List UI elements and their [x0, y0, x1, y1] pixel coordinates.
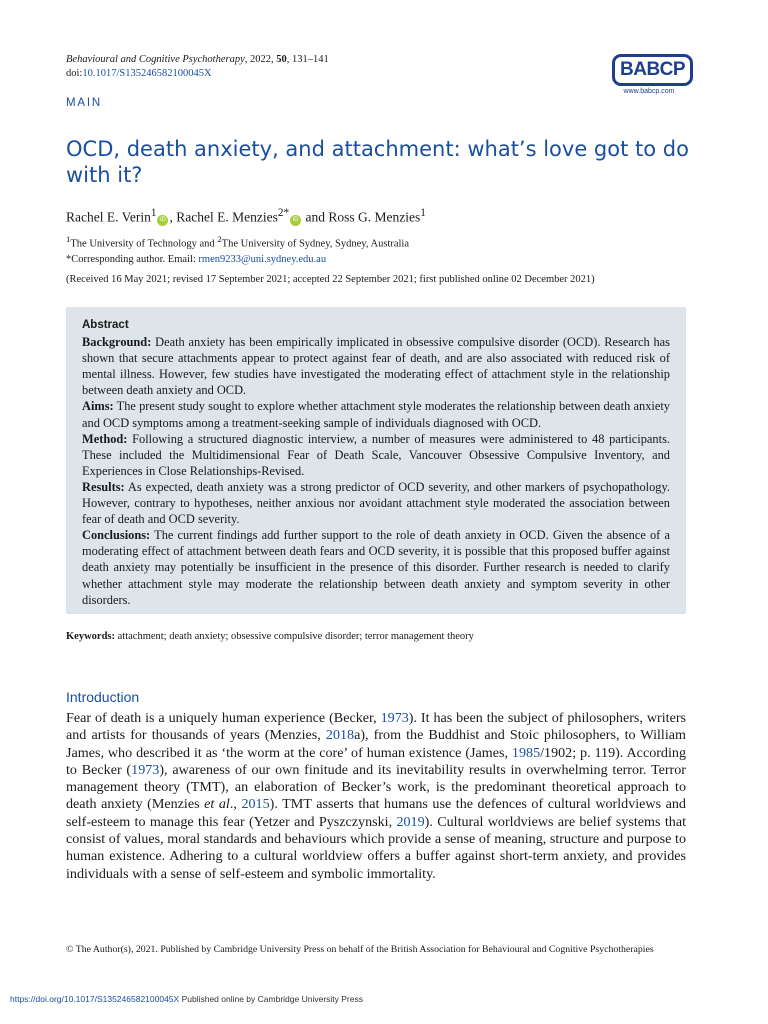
received-dates: (Received 16 May 2021; revised 17 September 2021; accepted 22 September 2021; first published online 02 December 2021): [66, 274, 595, 285]
author-separator: ,: [169, 209, 177, 225]
keywords-label: Keywords:: [66, 631, 115, 642]
abstract-label: Background:: [82, 335, 152, 350]
author-affiliation-mark: 1: [150, 207, 157, 219]
doi-line: [66, 67, 329, 81]
abstract-text: The present study sought to explore whether attachment style moderates the relationship between death anxiety and OCD symptoms among a treatment-seeking sample of individuals diagnosed with OCD.: [82, 399, 670, 430]
body-text: .,: [229, 796, 242, 813]
body-text: ). It has been the subject of philosophers, writers and artists for thousands of years (Menzies,: [66, 710, 686, 744]
corresponding-line: [66, 252, 409, 267]
keywords-text: attachment; death anxiety; obsessive compulsive disorder; terror management theory: [115, 631, 474, 642]
author-separator: and: [302, 209, 329, 225]
author-name[interactable]: Ross G. Menzies: [328, 209, 421, 225]
introduction-heading: Introduction: [66, 689, 140, 705]
logo-url: www.babcp.com: [623, 88, 675, 95]
abstract-text: As expected, death anxiety was a strong predictor of OCD severity, and other markers of psychopathology. However, contrary to hypotheses, neither anxious nor avoidant attachment style moderated the association between fear of death and OCD severity.: [82, 479, 670, 527]
affiliation-text: The University of Technology and: [70, 238, 218, 250]
body-text: ). Cultural worldviews are belief systems that consist of values, moral standards and behaviours which provide a sense of meaning, structure and purpose to human existence. Adhering to a cultural worldview offers a buffer against short-term anxiety, and provides individuals with a sense of self-esteem and symbolic immortality.: [66, 813, 686, 882]
keywords: [66, 631, 474, 642]
page-footer: [10, 994, 363, 1004]
author-affiliation-mark: 1: [420, 207, 426, 219]
citation-link[interactable]: 2018: [325, 727, 355, 744]
abstract-text: The current findings add further support to the role of death anxiety in OCD. Given the absence of a moderating effect of attachment between death fears and OCD severity, it is possible that this proposed buffer against death anxiety may potentially be insufficient in the presence of this disorder. Further research is needed to clarify whether attachment style may moderate the relationship between death anxiety and symptom severity in other disorders.: [82, 528, 670, 607]
journal-year: , 2022,: [244, 54, 277, 65]
citation-link[interactable]: 1973: [380, 710, 409, 726]
abstract-label: Aims:: [82, 399, 114, 414]
body-text-italic: et al: [204, 796, 230, 813]
abstract-conclusions: [82, 527, 670, 607]
corresponding-label: *Corresponding author. Email:: [66, 253, 199, 265]
abstract-heading: Abstract: [82, 319, 129, 331]
section-label: MAIN: [66, 97, 102, 109]
affiliation-mark: 1: [66, 234, 71, 244]
author-affiliation-mark: 2*: [277, 207, 290, 219]
abstract-method: [82, 431, 670, 479]
introduction-paragraph: [66, 710, 686, 883]
citation-link[interactable]: 2019: [396, 813, 425, 830]
citation-link[interactable]: 1985: [511, 744, 541, 761]
affiliation-mark: 2: [217, 234, 222, 244]
journal-line: [66, 53, 329, 67]
author-name[interactable]: Rachel E. Verin: [66, 209, 151, 225]
journal-volume: 50: [276, 54, 287, 65]
orcid-icon[interactable]: iD: [157, 215, 168, 226]
abstract-background: [82, 334, 670, 398]
body-text: /1902; p. 119). According to Becker (: [66, 744, 686, 778]
body-text: ). TMT asserts that humans use the defences of cultural worldviews and self-esteem to manage this fear (Yetzer and Pyszczynski,: [66, 796, 686, 830]
author-name[interactable]: Rachel E. Menzies: [176, 209, 278, 225]
doi-link[interactable]: 10.1017/S135246582100045X: [82, 68, 212, 79]
footer-published: Published online by Cambridge University Press: [179, 994, 363, 1004]
abstract-aims: [82, 398, 670, 430]
abstract-box: [66, 307, 686, 614]
body-text: a), from the Buddhist and Stoic philosophers, to William James, who described it as ‘the worm at the core’ of human existence (James,: [66, 727, 686, 761]
email-link[interactable]: rmen9233@uni.sydney.edu.au: [198, 253, 327, 265]
abstract-text: Death anxiety has been empirically implicated in obsessive compulsive disorder (OCD). Research has shown that secure attachments appear to protect against fear of death, and are also associated with reduced risk of mental illness. However, few studies have investigated the moderating effect of attachment style in the relationship between death anxiety and OCD.: [82, 335, 670, 398]
citation-link[interactable]: 2015: [241, 796, 270, 813]
logo-text: BABCP: [612, 54, 693, 86]
article-title: OCD, death anxiety, and attachment: what’s love got to do with it?: [66, 137, 689, 187]
copyright-notice: © The Author(s), 2021. Published by Cambridge University Press on behalf of the British Association for Behavioural and Cognitive Psychotherapies: [66, 944, 654, 955]
affiliation-line: [66, 232, 409, 252]
babcp-logo[interactable]: [612, 54, 686, 95]
author-list: [66, 204, 426, 227]
journal-pages: , 131–141: [286, 54, 329, 65]
body-text: ), awareness of our own finitude and its inevitability results in overwhelming terror. Terror management theory (TMT), an elaboration of Becker’s work, is the predominant theoretical approach to death anxiety (Menzies: [66, 761, 686, 813]
citation-link[interactable]: 1973: [131, 761, 160, 778]
abstract-text: Following a structured diagnostic interview, a number of measures were administered to 48 participants. These included the Multidimensional Fear of Death Scale, Vancouver Obsessive Compulsive Inventory, and Experiences in Close Relationships-Revised.: [82, 431, 670, 478]
body-text: Fear of death is a uniquely human experience (Becker,: [66, 710, 381, 726]
journal-name: Behavioural and Cognitive Psychotherapy: [66, 54, 245, 65]
orcid-icon[interactable]: iD: [290, 215, 301, 226]
abstract-label: Results:: [82, 479, 125, 494]
affiliation-text: The University of Sydney, Sydney, Australia: [221, 238, 409, 250]
abstract-results: [82, 479, 670, 527]
doi-prefix: doi:: [66, 68, 83, 79]
footer-doi-link[interactable]: https://doi.org/10.1017/S135246582100045X: [10, 994, 180, 1004]
journal-citation: [66, 53, 329, 81]
affiliations: [66, 232, 409, 267]
abstract-label: Conclusions:: [82, 528, 151, 543]
abstract-label: Method:: [82, 431, 128, 446]
